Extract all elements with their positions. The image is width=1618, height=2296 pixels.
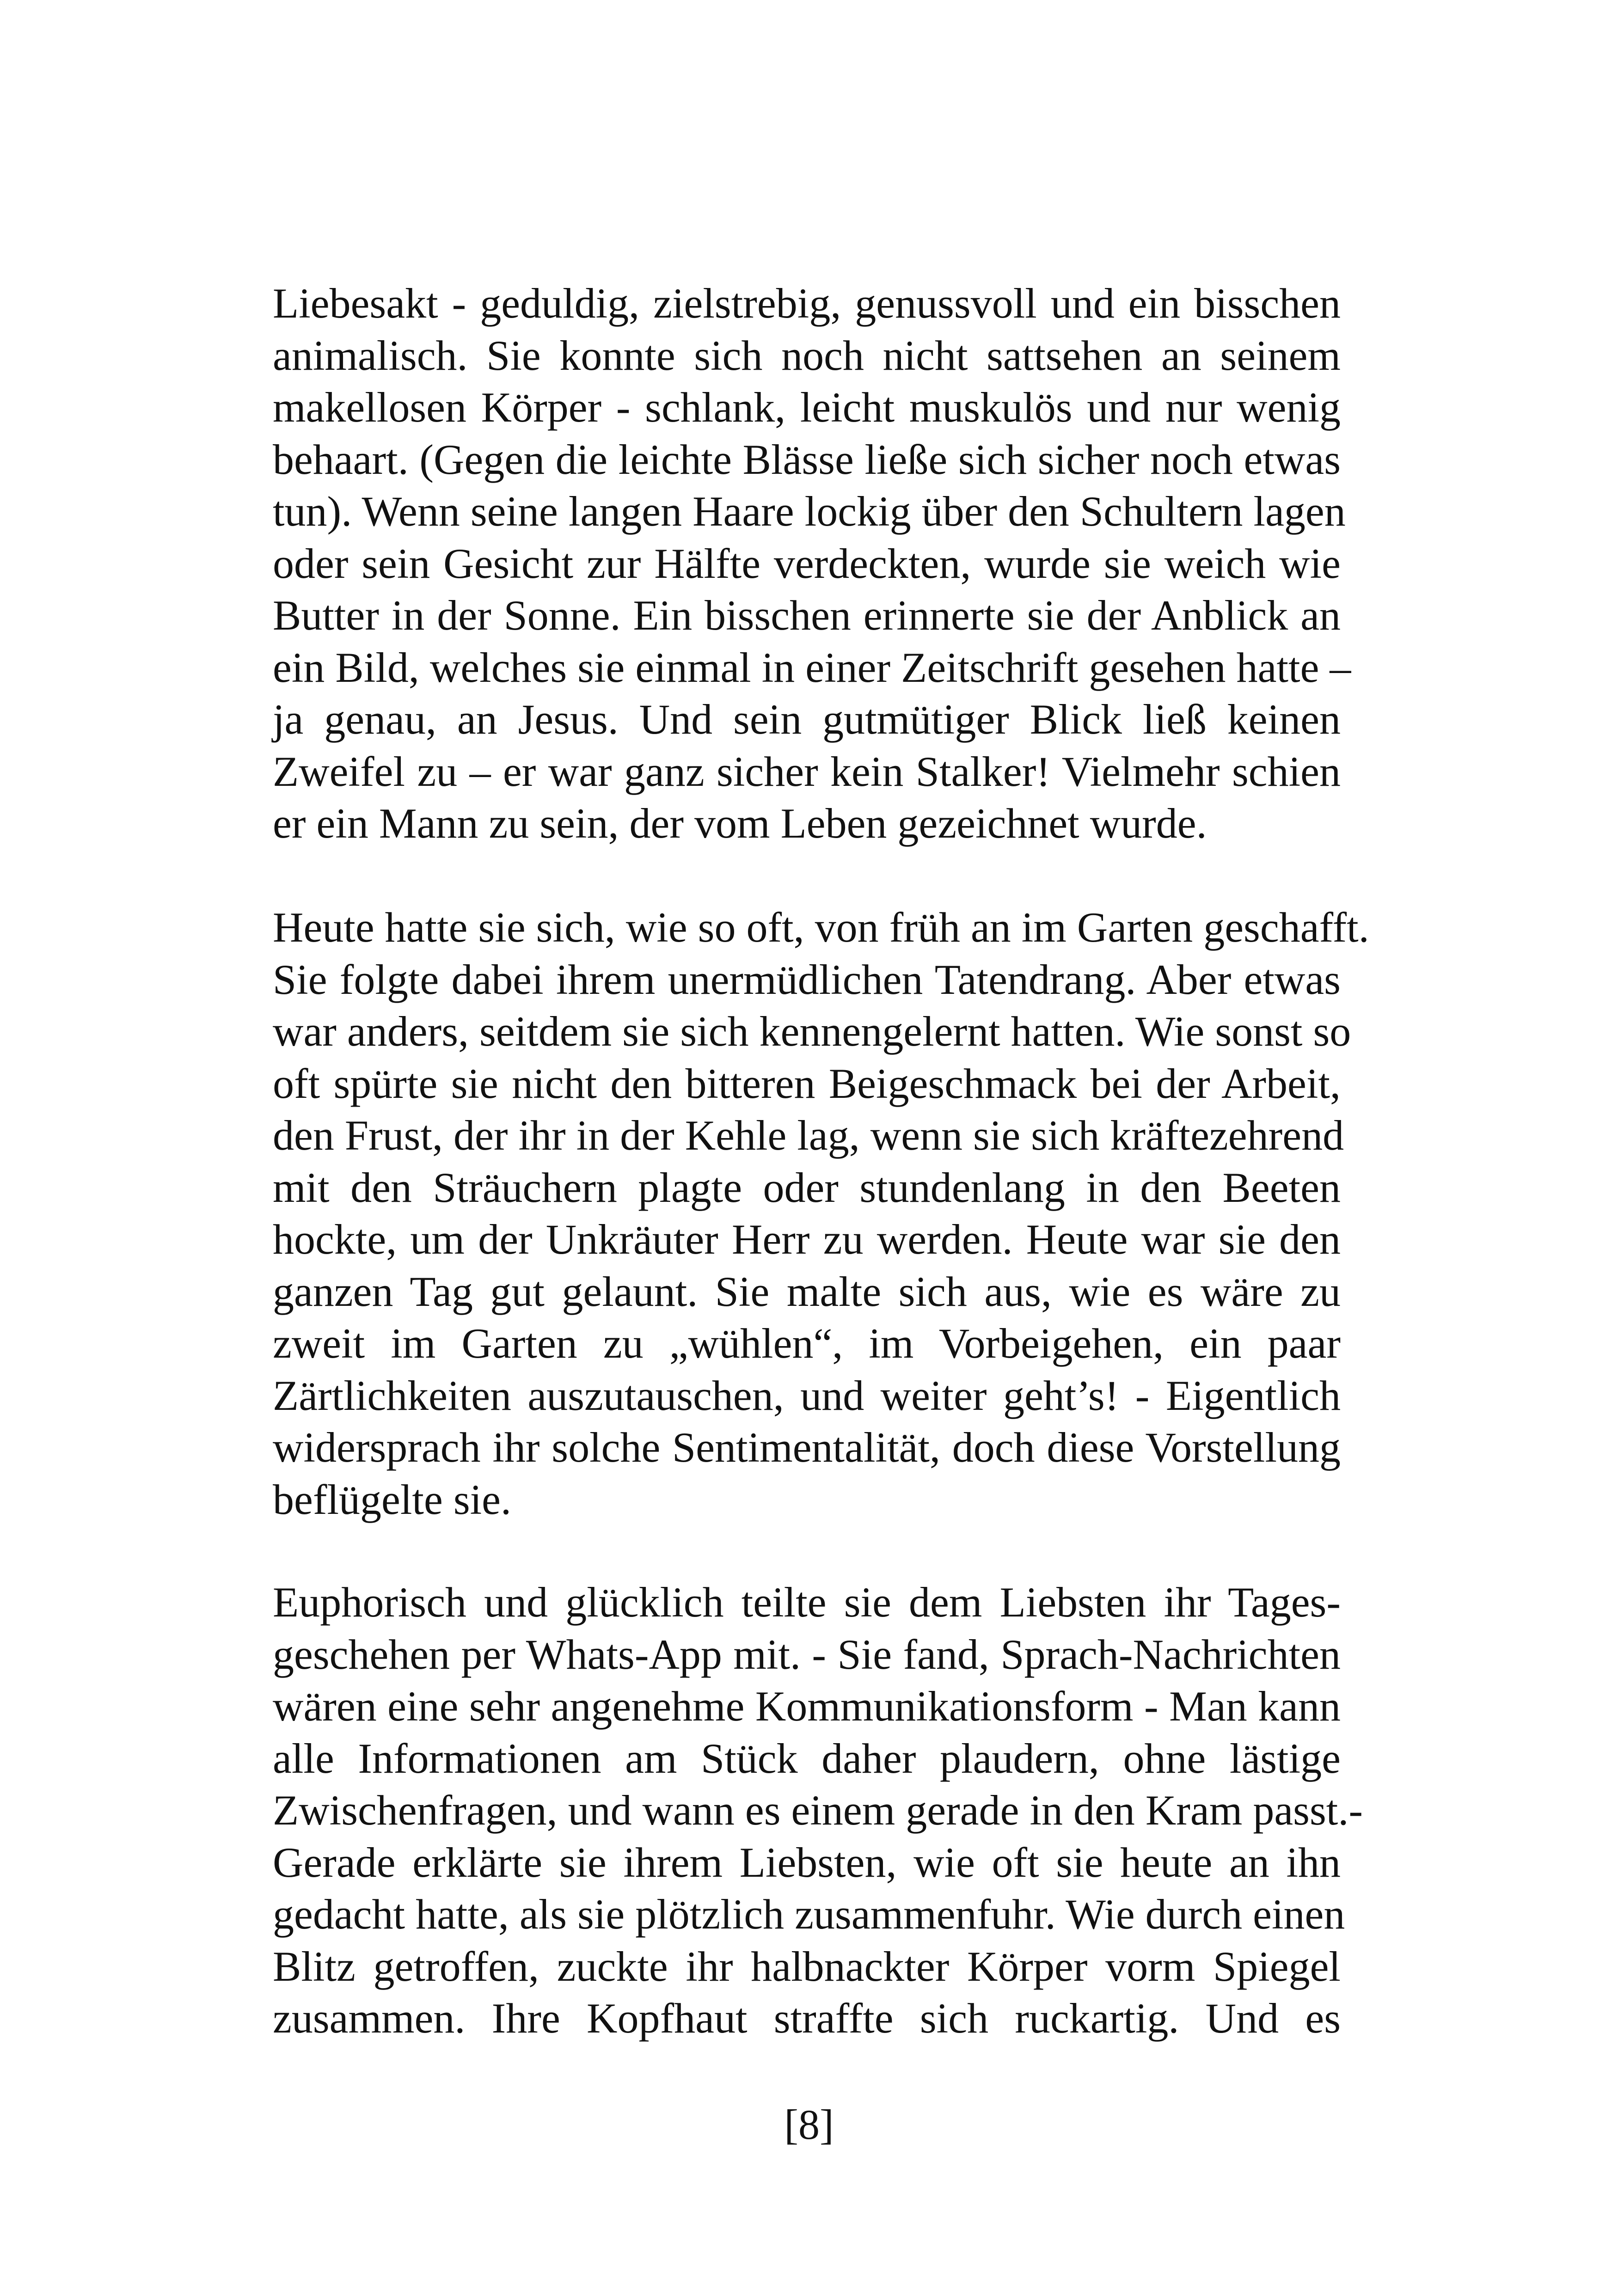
text-line: animalisch. Sie konnte sich noch nicht sattsehen an seinem <box>273 331 1341 379</box>
text-line: Gerade erklärte sie ihrem Liebsten, wie oft sie heute an ihn <box>273 1838 1341 1886</box>
text-line: er ein Mann zu sein, der vom Leben gezeichnet wurde. <box>273 800 1207 847</box>
text-line: mit den Sträuchern plagte oder stundenlang in den Beeten <box>273 1163 1341 1211</box>
text-line: alle Informationen am Stück daher plaudern, ohne lästige <box>273 1734 1341 1782</box>
text-line: den Frust, der ihr in der Kehle lag, wenn sie sich kräftezehrend <box>273 1112 1344 1159</box>
text-line: Heute hatte sie sich, wie so oft, von früh an im Garten geschafft. <box>273 904 1369 951</box>
text-line: ein Bild, welches sie einmal in einer Zeitschrift gesehen hatte – <box>273 643 1351 691</box>
text-line: ja genau, an Jesus. Und sein gutmütiger Blick ließ keinen <box>273 696 1341 743</box>
text-line: hockte, um der Unkräuter Herr zu werden. Heute war sie den <box>273 1216 1341 1263</box>
text-line: wären eine sehr angenehme Kommunikationsform - Man kann <box>273 1683 1341 1730</box>
text-line: zweit im Garten zu „wühlen“, im Vorbeigehen, ein paar <box>273 1320 1341 1367</box>
paragraph-3 <box>273 1576 1363 2045</box>
text-line: tun). Wenn seine langen Haare lockig über den Schultern lagen <box>273 488 1346 535</box>
text-line: Blitz getroffen, zuckte ihr halbnackter Körper vorm Spiegel <box>273 1942 1341 1990</box>
text-line: oft spürte sie nicht den bitteren Beigeschmack bei der Arbeit, <box>273 1059 1341 1107</box>
text-line: Sie folgte dabei ihrem unermüdlichen Tatendrang. Aber etwas <box>273 955 1341 1003</box>
text-line: Zärtlichkeiten auszutauschen, und weiter geht’s! - Eigentlich <box>273 1371 1341 1419</box>
text-line: makellosen Körper - schlank, leicht muskulös und nur wenig <box>273 384 1341 431</box>
text-line: oder sein Gesicht zur Hälfte verdeckten, wurde sie weich wie <box>273 539 1341 587</box>
text-line: behaart. (Gegen die leichte Blässe ließe sich sicher noch etwas <box>273 435 1341 483</box>
page-number: [8] <box>784 2101 834 2148</box>
text-line: geschehen per Whats-App mit. - Sie fand, Sprach-Nachrichten <box>273 1630 1341 1678</box>
text-line: Butter in der Sonne. Ein bisschen erinnerte sie der Anblick an <box>273 592 1341 639</box>
text-line: war anders, seitdem sie sich kennengelernt hatten. Wie sonst so <box>273 1008 1351 1055</box>
text-line: zusammen. Ihre Kopfhaut straffte sich ruckartig. Und es <box>273 1995 1341 2042</box>
text-line: widersprach ihr solche Sentimentalität, doch diese Vorstellung <box>273 1424 1341 1471</box>
text-line: Zwischenfragen, und wann es einem gerade in den Kram passt.- <box>273 1787 1363 1834</box>
paragraph-2 <box>273 901 1369 1525</box>
text-line: Zweifel zu – er war ganz sicher kein Stalker! Vielmehr schien <box>273 747 1341 795</box>
text-line: gedacht hatte, als sie plötzlich zusammenfuhr. Wie durch einen <box>273 1891 1345 1938</box>
text-line: ganzen Tag gut gelaunt. Sie malte sich aus, wie es wäre zu <box>273 1267 1341 1315</box>
text-line: Euphorisch und glücklich teilte sie dem Liebsten ihr Tages- <box>273 1579 1341 1626</box>
paragraph-1 <box>273 277 1351 850</box>
text-line: beflügelte sie. <box>273 1476 512 1523</box>
text-line: Liebesakt - geduldig, zielstrebig, genussvoll und ein bisschen <box>273 280 1341 327</box>
